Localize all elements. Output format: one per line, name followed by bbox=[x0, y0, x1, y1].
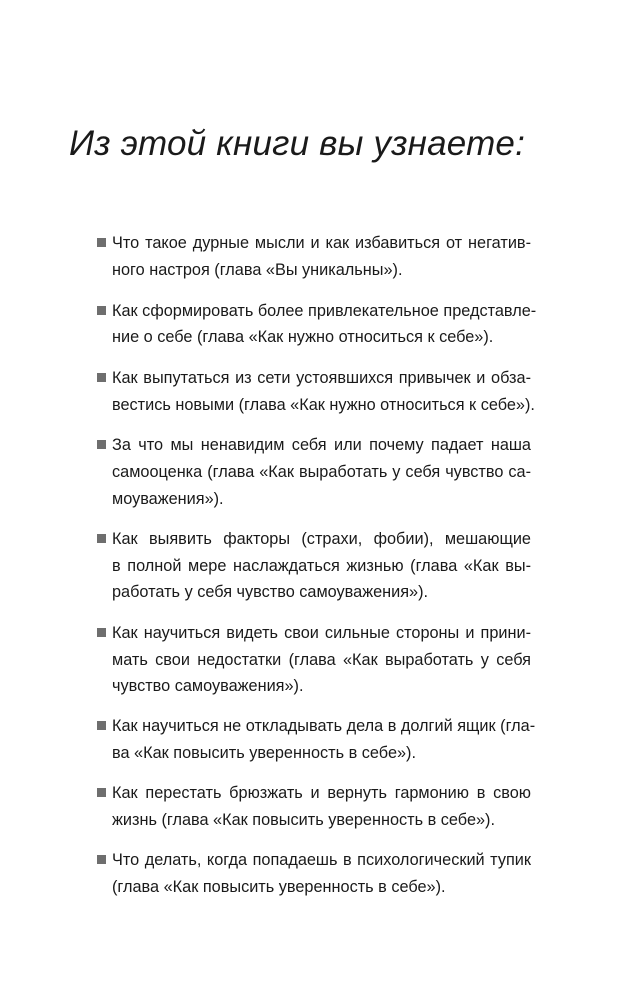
square-bullet-icon bbox=[97, 534, 106, 543]
list-item-line: Как сформировать более привлекательное представле- bbox=[112, 302, 537, 320]
list-item-line: Как перестать брюзжать и вернуть гармонию в свою bbox=[112, 784, 531, 802]
square-bullet-icon bbox=[97, 373, 106, 382]
square-bullet-icon bbox=[97, 440, 106, 449]
list-item-line: (глава «Как повысить уверенность в себе»). bbox=[112, 878, 446, 896]
list-item-line: в полной мере наслаждаться жизнью (глава «Как вы- bbox=[112, 557, 531, 575]
list-item-line: работать у себя чувство самоуважения»). bbox=[112, 583, 429, 601]
list-item-line: мать свои недостатки (глава «Как выработать у себя bbox=[112, 651, 531, 669]
page-title: Из этой книги вы узнаете: bbox=[69, 124, 526, 163]
list-item-line: Как научиться не откладывать дела в долгий ящик (гла- bbox=[112, 717, 536, 735]
square-bullet-icon bbox=[97, 306, 106, 315]
list-item-line: За что мы ненавидим себя или почему падает наша bbox=[112, 436, 531, 454]
square-bullet-icon bbox=[97, 628, 106, 637]
list-item-line: ва «Как повысить уверенность в себе»). bbox=[112, 744, 417, 762]
list-item-line: самооценка (глава «Как выработать у себя чувство са- bbox=[112, 463, 531, 481]
square-bullet-icon bbox=[97, 238, 106, 247]
list-item-line: вестись новыми (глава «Как нужно относиться к себе»). bbox=[112, 396, 535, 414]
list-item-line: Что такое дурные мысли и как избавиться от негатив- bbox=[112, 234, 531, 252]
list-item-line: чувство самоуважения»). bbox=[112, 677, 304, 695]
list-item-line: Как выпутаться из сети устоявшихся привычек и обза- bbox=[112, 369, 531, 387]
list-item-line: ние о себе (глава «Как нужно относиться к себе»). bbox=[112, 328, 494, 346]
list-item-line: ного настроя (глава «Вы уникальны»). bbox=[112, 261, 403, 279]
list-item-line: Что делать, когда попадаешь в психологический тупик bbox=[112, 851, 531, 869]
list-item-line: Как научиться видеть свои сильные стороны и прини- bbox=[112, 624, 531, 642]
list-item-line: Как выявить факторы (страхи, фобии), мешающие bbox=[112, 530, 531, 548]
list-item-line: моуважения»). bbox=[112, 490, 224, 508]
square-bullet-icon bbox=[97, 788, 106, 797]
list-item-line: жизнь (глава «Как повысить уверенность в себе»). bbox=[112, 811, 496, 829]
square-bullet-icon bbox=[97, 721, 106, 730]
square-bullet-icon bbox=[97, 855, 106, 864]
